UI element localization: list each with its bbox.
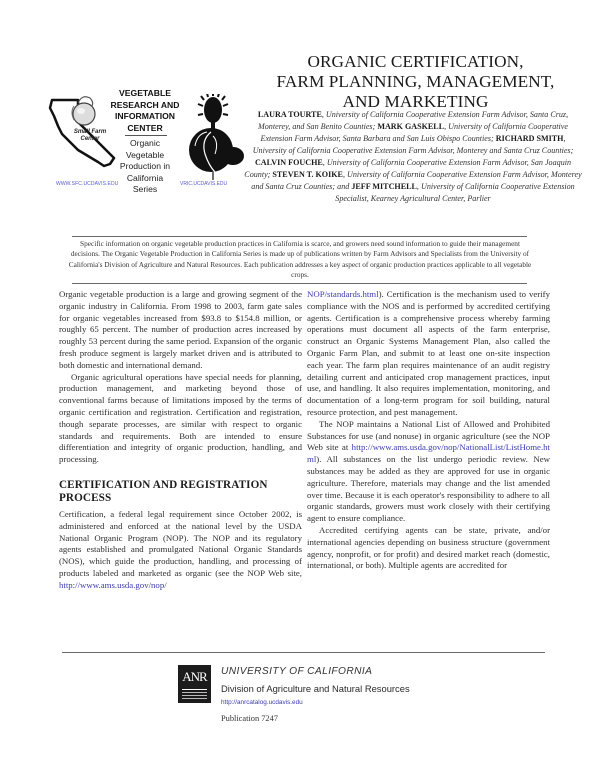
author-name: MARK GASKELL <box>377 122 445 131</box>
footer-rule <box>62 652 545 653</box>
body-column-right <box>307 289 550 572</box>
small-farm-center-label: Small Farm Center <box>73 129 107 142</box>
paragraph: Organic vegetable production is a large and growing segment of the organic industry in California. From 1998 to 2003, farm gate sales for organic vegetables increased from $93.8 to $154.8 million, or roughly 65 percent. The number of production acres increased by roughly 53 percent during the same period. Expansion of the organic fresh produce segment is largely market driven and is attributed to both domestic and international demand. <box>59 289 302 370</box>
author-affiliation: University of California Cooperative Extension Farm Advisor, Santa Barbara and San Luis Obispo Counties; <box>260 122 568 143</box>
author-affiliation: University of California Cooperative Extension Farm Advisor, Monterey and Santa Cruz Counties; and <box>251 170 582 191</box>
vegetable-logo-icon <box>183 94 245 180</box>
author-affiliation: University of California Cooperative Extension Farm Advisor, San Joaquin County; <box>244 158 572 179</box>
series-name: Organic Vegetable Production in California Series <box>119 138 171 194</box>
document-title: ORGANIC CERTIFICATION, FARM PLANNING, MANAGEMENT, AND MARKETING <box>276 52 555 111</box>
vric-url[interactable]: VRIC.UCDAVIS.EDU <box>180 181 228 187</box>
series-logo <box>48 88 243 193</box>
body-column-left <box>59 289 302 592</box>
publication-number: Publication 7247 <box>221 714 278 723</box>
section-heading: CERTIFICATION AND REGISTRATION PROCESS <box>59 478 268 505</box>
paragraph: Certification, a federal legal requirement since October 2002, is administered and enforced at the national level by the USDA National Organic Program (NOP). The NOP and its regulatory agents established and promulgated National Organic Standards (NOS), which guide the production, handling, and processing of products labeled and marketed as organic (see the NOP Web site, http://www.ams.usda.gov/nop/ <box>59 508 302 590</box>
author-name: JEFF MITCHELL <box>351 182 417 191</box>
anr-catalog-link[interactable]: http://anrcatalog.ucdavis.edu <box>221 699 303 706</box>
intro-bottom-rule <box>72 283 527 284</box>
author-affiliation: University of California Cooperative Extension Farm Advisor, Monterey and Santa Cruz Counties; <box>252 146 574 155</box>
paragraph: Organic agricultural operations have special needs for planning, production management, and marketing beyond those of conventional farms because of limitations imposed by the terms of organic certification and registration. Certification and registration, though separate processes, are similar with respect to organic standards and requirements. Both are intended to ensure differentiation and integrity of organic production, handling, and processing. <box>59 371 302 465</box>
nop-standards-link-cont[interactable]: NOP/standards.html <box>307 289 379 299</box>
sfc-url[interactable]: WWW.SFC.UCDAVIS.EDU <box>56 181 119 187</box>
author-name: LAURA TOURTE <box>257 110 322 119</box>
author-name: STEVEN T. KOIKE <box>272 170 343 179</box>
nop-standards-link[interactable]: http://www.ams.usda.gov/nop/ <box>59 579 167 590</box>
paragraph: NOP/standards.html). Certification is the mechanism used to verify compliance with the NOS and is performed by accredited certifying agents. Certification is a comprehensive process whereby farming operations must document all aspects of the farm enterprise, construct an Organic Systems Management Plan, also called the Organic Farm Plan, and submit to at least one on-site inspection each year. The farm plan requires maintenance of an audit registry detailing current and anticipated crop management practices, input use, and handling. It also requires implementation, monitoring, and documentation of a long-term program for soil building, natural resource protection, and pest management. <box>307 289 550 417</box>
intro-top-rule <box>72 236 527 237</box>
author-name: RICHARD SMITH <box>495 134 564 143</box>
national-list-link[interactable]: http://www.ams.usda.gov/nop/NationalList/ListHome.html <box>307 442 550 465</box>
paragraph: Accredited certifying agents can be state, private, and/or international agencies depending on business structure (government agency, nonprofit, or for profit) and desired market reach (domestic, international, or both). Multiple agents are accredited for <box>307 524 550 571</box>
division-name: Division of Agriculture and Natural Resources <box>221 683 410 694</box>
university-name: UNIVERSITY OF CALIFORNIA <box>221 666 373 677</box>
author-name: CALVIN FOUCHE <box>254 158 323 167</box>
logo-divider <box>125 135 167 136</box>
vric-title: VEGETABLE RESEARCH AND INFORMATION CENTER <box>110 88 180 133</box>
anr-logo-icon: ANR <box>178 665 211 703</box>
author-affiliation: University of California Cooperative Extension Farm Advisor, Santa Cruz, Monterey, and San Benito Counties; <box>258 110 569 131</box>
paragraph: The NOP maintains a National List of Allowed and Prohibited Substances for use (and nonuse) in organic agriculture (see the NOP Web site at http://www.ams.usda.gov/nop/NationalList/ListHome.html). All substances on the list undergo periodic review. New substances may be added as they are approved for use in organic agriculture. Therefore, materials may change and the list amended over time. Because it is each operator's responsibility to adhere to all organic standards, growers must work closely with their certifying agent to ensure compliance. <box>307 418 550 524</box>
author-affiliation: University of California Cooperative Extension Specialist, Kearney Agricultural Center, Parlier <box>335 182 575 203</box>
series-intro: Specific information on organic vegetable production practices in California is scarce, and growers need sound information to guide their management decisions. The Organic Vegetable Production in California Series is made up of publications written by Farm Advisors and Specialists from the University of California's Division of Agriculture and Natural Resources. Each publication addresses a key aspect of organic production practices applicable to all vegetable crops. <box>68 239 532 280</box>
author-list: LAURA TOURTE, University of California Cooperative Extension Farm Advisor, Santa Cruz, Monterey, and San Benito Counties; MARK GASKELL, University of California Cooperative Extension Farm Advisor, Santa Barbara and San Luis Obispo Counties; RICHARD SMITH, University of California Cooperative Extension Farm Advisor, Monterey and Santa Cruz Counties; CALVIN FOUCHE, University of California Cooperative Extension Farm Advisor, San Joaquin County; STEVEN T. KOIKE, University of California Cooperative Extension Farm Advisor, Monterey and Santa Cruz Counties; and JEFF MITCHELL, University of California Cooperative Extension Specialist, Kearney Agricultural Center, Parlier <box>244 110 582 203</box>
